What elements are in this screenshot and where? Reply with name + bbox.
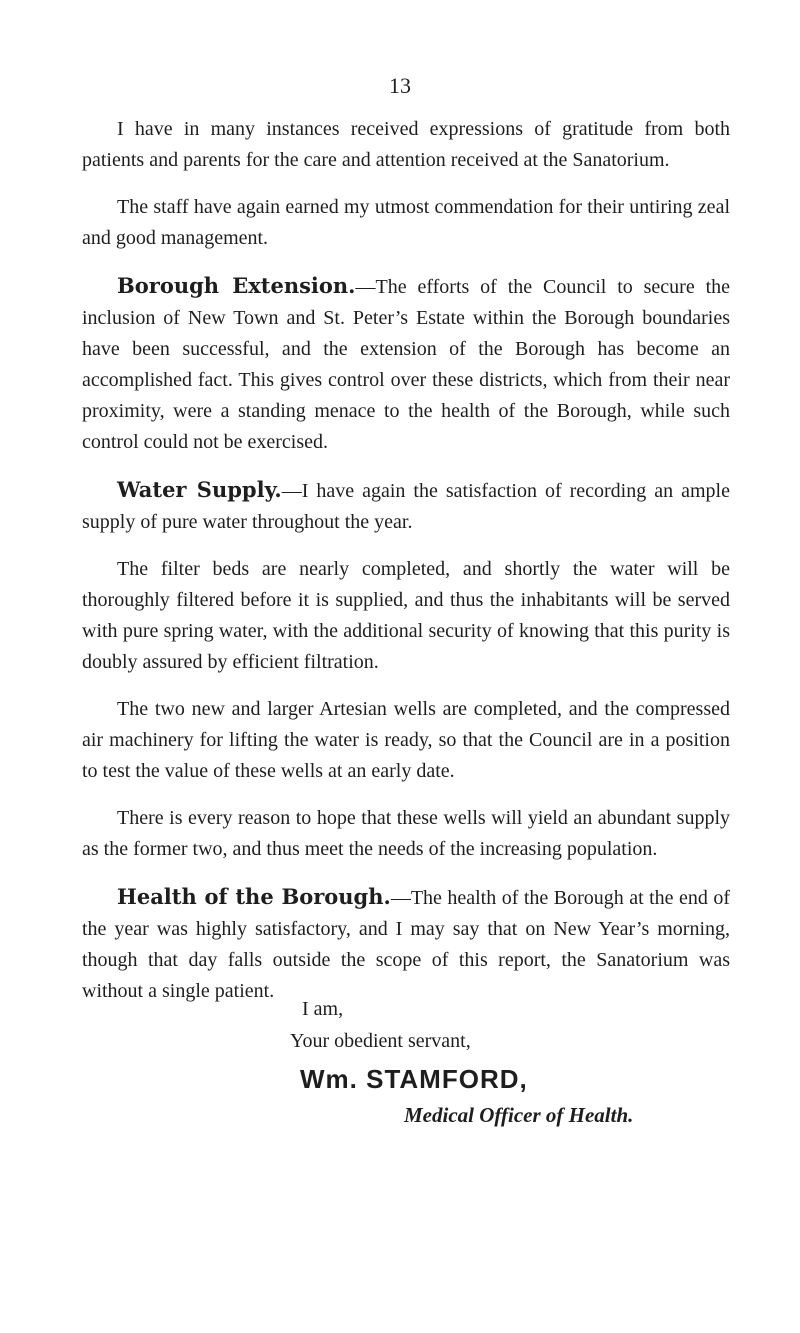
- paragraph-text: —The efforts of the Council to secure the inclusion of New Town and St. Peter’s Estate within the Borough boundaries have been successful, and the extension of the Borough has become an accomplished fact. This gives control over these districts, which from their near proximity, were a standing menace to the health of the Borough, while such control could not be exercised.: [82, 276, 730, 453]
- paragraph-health-of-borough: [82, 881, 730, 1007]
- closing-line: Your obedient servant,: [290, 1030, 471, 1052]
- paragraph-water-supply: [82, 474, 730, 538]
- paragraph-text: There is every reason to hope that these wells will yield an abundant supply as the former two, and thus meet the needs of the increasing population.: [82, 807, 730, 860]
- section-heading-water-supply: Water Supply.: [117, 477, 282, 502]
- paragraph-artesian-wells: [82, 694, 730, 787]
- paragraph-text: The staff have again earned my utmost commendation for their untiring zeal and good management.: [82, 196, 730, 249]
- body-text: [82, 114, 730, 1023]
- paragraph-wells-yield: [82, 803, 730, 865]
- paragraph-text: The two new and larger Artesian wells are completed, and the compressed air machinery for lifting the water is ready, so that the Council are in a position to test the value of these wells at an early date.: [82, 698, 730, 782]
- paragraph-borough-extension: [82, 270, 730, 458]
- paragraph-text: The filter beds are nearly completed, and shortly the water will be thoroughly filtered before it is supplied, and thus the inhabitants will be served with pure spring water, with the additional security of knowing that this purity is doubly assured by efficient filtration.: [82, 558, 730, 673]
- page-number: 13: [389, 73, 411, 98]
- paragraph-staff: [82, 192, 730, 254]
- paragraph-gratitude: [82, 114, 730, 176]
- paragraph-filter-beds: [82, 554, 730, 678]
- paragraph-text: I have in many instances received expressions of gratitude from both patients and parents for the care and attention received at the Sanatorium.: [82, 118, 730, 171]
- paragraph-text: —The health of the Borough at the end of the year was highly satisfactory, and I may say that on New Year’s morning, though that day falls outside the scope of this report, the Sanatorium was without a single patient.: [82, 887, 730, 1002]
- section-heading-health-of-borough: Health of the Borough.: [117, 884, 391, 909]
- signatory-name: Wm. STAMFORD,: [300, 1064, 528, 1094]
- closing-line: I am,: [302, 998, 344, 1020]
- paragraph-text: —I have again the satisfaction of recording an ample supply of pure water throughout the year.: [82, 480, 730, 533]
- signatory-title: Medical Officer of Health.: [404, 1103, 634, 1127]
- section-heading-borough-extension: Borough Extension.: [117, 273, 356, 298]
